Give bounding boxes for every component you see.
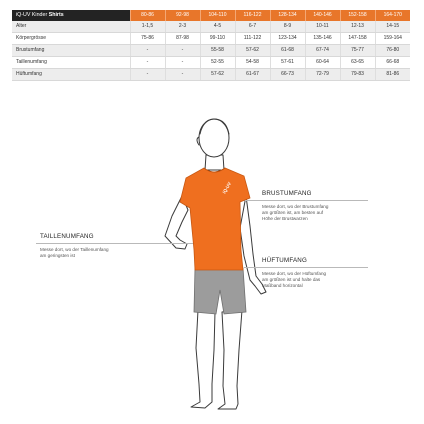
- size-header: 128-134: [270, 10, 305, 21]
- row-label: Hüftumfang: [12, 69, 130, 81]
- table-cell: 4-5: [200, 21, 235, 33]
- table-cell: -: [165, 69, 200, 81]
- row-label: Alter: [12, 21, 130, 33]
- table-cell: -: [130, 57, 165, 69]
- chest-description: Messe dort, wo der Brustumfang am größten ist, am besten auf Höhe der Brustwarzen: [262, 204, 329, 222]
- table-cell: 57-62: [200, 69, 235, 81]
- table-cell: -: [130, 45, 165, 57]
- chest-title: BRUSTUMFANG: [262, 190, 312, 197]
- table-cell: 1-1,5: [130, 21, 165, 33]
- size-header: 140-146: [305, 10, 340, 21]
- table-cell: 2-3: [165, 21, 200, 33]
- table-cell: 61-68: [270, 45, 305, 57]
- waist-title: TAILLENUMFANG: [40, 233, 94, 240]
- table-cell: 57-61: [270, 57, 305, 69]
- table-cell: 79-83: [340, 69, 375, 81]
- table-cell: 52-55: [200, 57, 235, 69]
- table-cell: 63-65: [340, 57, 375, 69]
- row-label: Brustumfang: [12, 45, 130, 57]
- table-cell: 75-77: [340, 45, 375, 57]
- left-leg-outline: [191, 310, 215, 408]
- table-cell: 123-134: [270, 33, 305, 45]
- size-header: 116-122: [235, 10, 270, 21]
- table-cell: 76-80: [375, 45, 410, 57]
- table-cell: 147-158: [340, 33, 375, 45]
- table-cell: 14-15: [375, 21, 410, 33]
- table-cell: 66-68: [375, 57, 410, 69]
- hip-guide-line: [244, 267, 368, 268]
- shirt: [180, 168, 250, 270]
- table-cell: 10-11: [305, 21, 340, 33]
- table-cell: -: [130, 69, 165, 81]
- table-cell: 66-73: [270, 69, 305, 81]
- table-cell: 57-62: [235, 45, 270, 57]
- row-label: Taillenumfang: [12, 57, 130, 69]
- table-cell: 87-98: [165, 33, 200, 45]
- table-cell: 99-110: [200, 33, 235, 45]
- table-cell: 159-164: [375, 33, 410, 45]
- table-cell: 135-146: [305, 33, 340, 45]
- table-cell: -: [165, 45, 200, 57]
- size-header: 92-98: [165, 10, 200, 21]
- waist-guide-line: [36, 243, 193, 244]
- table-cell: 72-79: [305, 69, 340, 81]
- size-header: 104-110: [200, 10, 235, 21]
- table-cell: 61-67: [235, 69, 270, 81]
- chest-guide-line: [245, 200, 368, 201]
- hip-title: HÜFTUMFANG: [262, 257, 307, 264]
- table-cell: 12-13: [340, 21, 375, 33]
- table-cell: 54-58: [235, 57, 270, 69]
- table-cell: 60-64: [305, 57, 340, 69]
- row-label: Körpergrösse: [12, 33, 130, 45]
- shirt-logo-text: iQ-UV: [221, 181, 233, 195]
- table-cell: 6-7: [235, 21, 270, 33]
- right-leg-outline: [218, 310, 242, 409]
- size-header: 164-170: [375, 10, 410, 21]
- waist-description: Messe dort, wo der Taillenumfang am geringsten ist: [40, 247, 109, 259]
- hip-description: Messe dort, wo der Hüftumfang am größten ist und halte das Maßband horizontal: [262, 271, 327, 289]
- table-cell: 75-86: [130, 33, 165, 45]
- shorts: [194, 268, 246, 314]
- table-cell: 8-9: [270, 21, 305, 33]
- table-cell: -: [165, 57, 200, 69]
- size-header: 152-158: [340, 10, 375, 21]
- table-title: iQ-UV Kinder Shirts: [12, 10, 130, 21]
- table-cell: 111-122: [235, 33, 270, 45]
- table-cell: 67-74: [305, 45, 340, 57]
- table-cell: 81-86: [375, 69, 410, 81]
- size-header: 80-86: [130, 10, 165, 21]
- table-cell: 55-58: [200, 45, 235, 57]
